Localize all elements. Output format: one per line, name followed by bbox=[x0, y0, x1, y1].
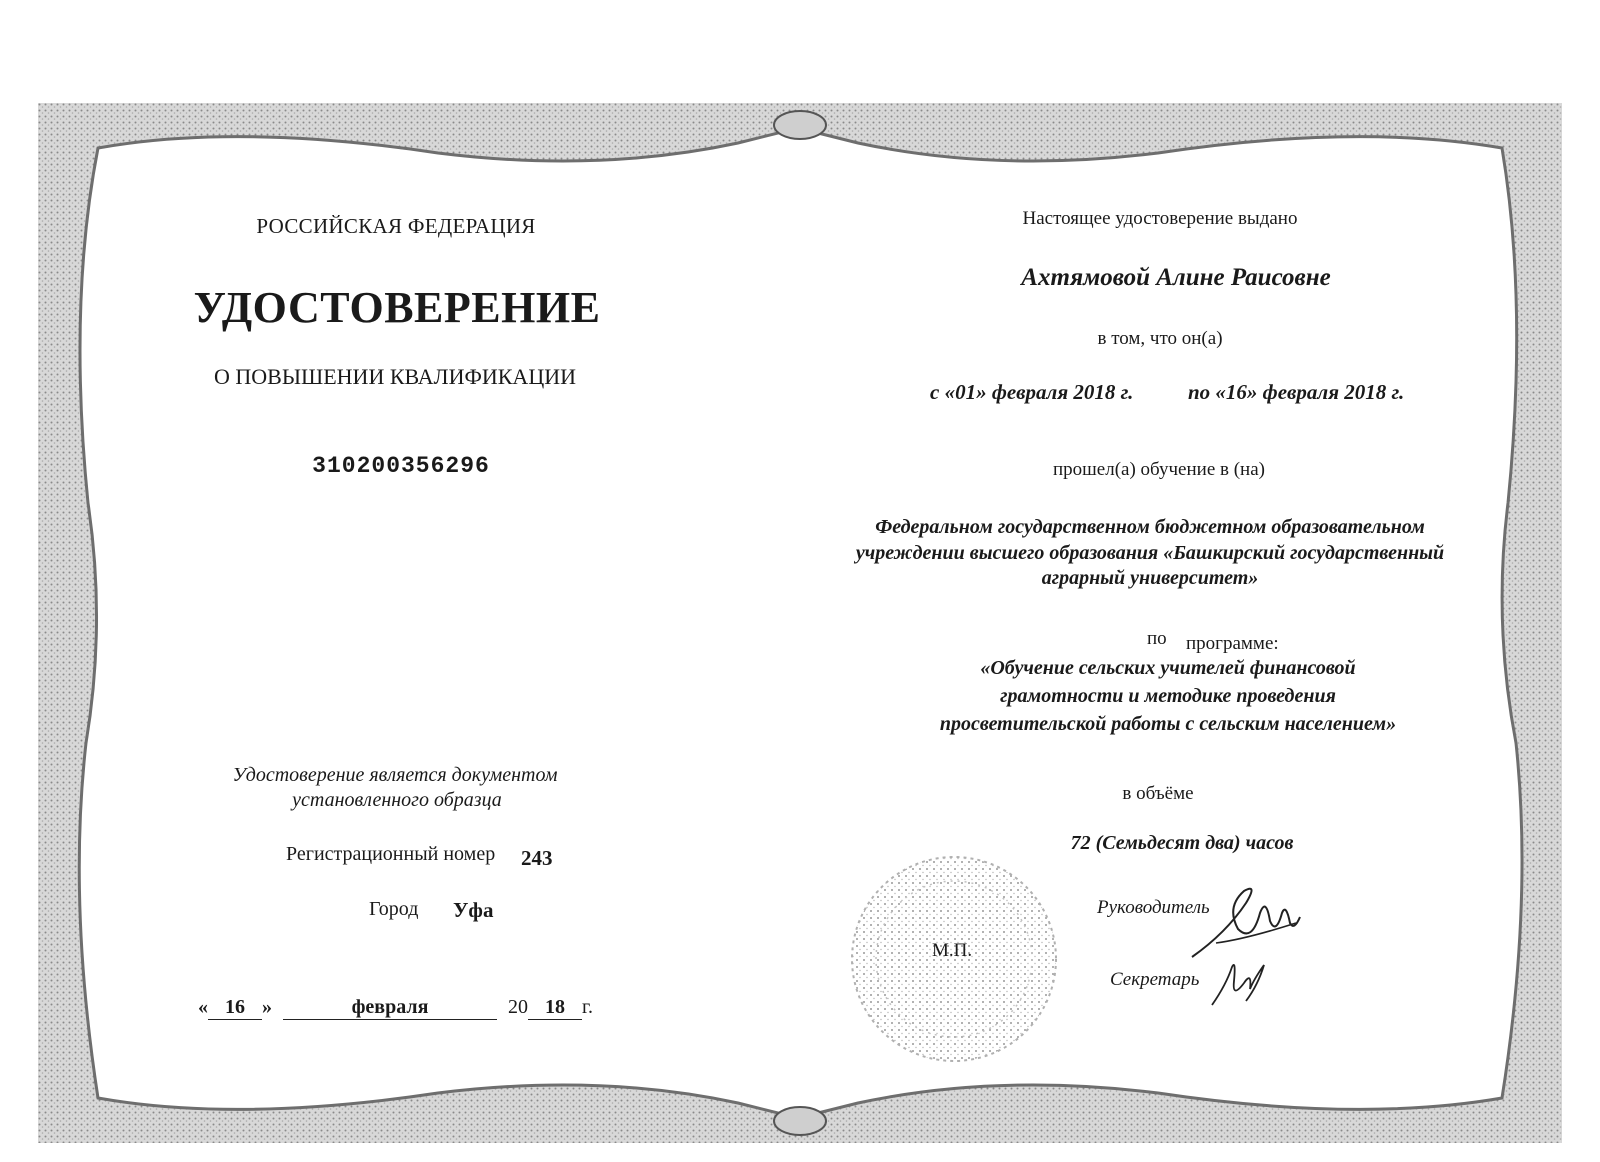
by-label: по bbox=[1147, 628, 1167, 649]
program-line2: грамотности и методике проведения bbox=[1000, 685, 1336, 707]
date-close-quote: » bbox=[262, 996, 272, 1018]
city-label: Город bbox=[369, 898, 419, 920]
date-day: 16 bbox=[208, 996, 262, 1020]
issue-date bbox=[198, 996, 593, 1020]
certificate-border bbox=[38, 103, 1562, 1143]
secretary-signature bbox=[1206, 955, 1276, 1015]
date-suffix: г. bbox=[582, 996, 593, 1018]
date-open-quote: « bbox=[198, 996, 208, 1018]
hours-value: 72 (Семьдесят два) часов bbox=[1070, 832, 1294, 854]
country-name: РОССИЙСКАЯ ФЕДЕРАЦИЯ bbox=[256, 214, 536, 238]
document-note-line2: установленного образца bbox=[292, 789, 502, 811]
date-century: 20 bbox=[508, 996, 528, 1018]
stamp-label: М.П. bbox=[932, 940, 973, 961]
document-title: УДОСТОВЕРЕНИЕ bbox=[193, 283, 601, 332]
date-month: февраля bbox=[283, 996, 497, 1020]
institution-line2: учреждении высшего образования «Башкирский государственный bbox=[855, 542, 1445, 564]
recipient-name: Ахтямовой Алине Раисовне bbox=[1021, 264, 1331, 291]
city-value: Уфа bbox=[453, 898, 494, 922]
institution-line1: Федеральном государственном бюджетном образовательном bbox=[875, 516, 1425, 538]
institution-line3: аграрный университет» bbox=[1041, 567, 1259, 589]
head-label: Руководитель bbox=[1097, 897, 1210, 918]
program-line1: «Обучение сельских учителей финансовой bbox=[980, 657, 1356, 679]
program-line3: просветительской работы с сельским населением» bbox=[939, 713, 1397, 735]
program-label: программе: bbox=[1186, 633, 1279, 654]
period-to: по «16» февраля 2018 г. bbox=[1188, 380, 1405, 404]
secretary-label: Секретарь bbox=[1110, 969, 1200, 990]
serial-number: 310200356296 bbox=[312, 453, 490, 479]
document-subtitle: О ПОВЫШЕНИИ КВАЛИФИКАЦИИ bbox=[214, 364, 576, 389]
that-label: в том, что он(а) bbox=[1097, 328, 1223, 349]
volume-label: в объёме bbox=[1122, 783, 1194, 804]
registration-number: 243 bbox=[521, 846, 553, 870]
period-from: с «01» февраля 2018 г. bbox=[930, 380, 1134, 404]
issued-to-label: Настоящее удостоверение выдано bbox=[1022, 208, 1298, 229]
trained-label: прошел(а) обучение в (на) bbox=[1053, 459, 1265, 480]
document-note-line1: Удостоверение является документом bbox=[232, 764, 558, 786]
registration-label: Регистрационный номер bbox=[286, 843, 496, 865]
date-year: 18 bbox=[528, 996, 582, 1020]
